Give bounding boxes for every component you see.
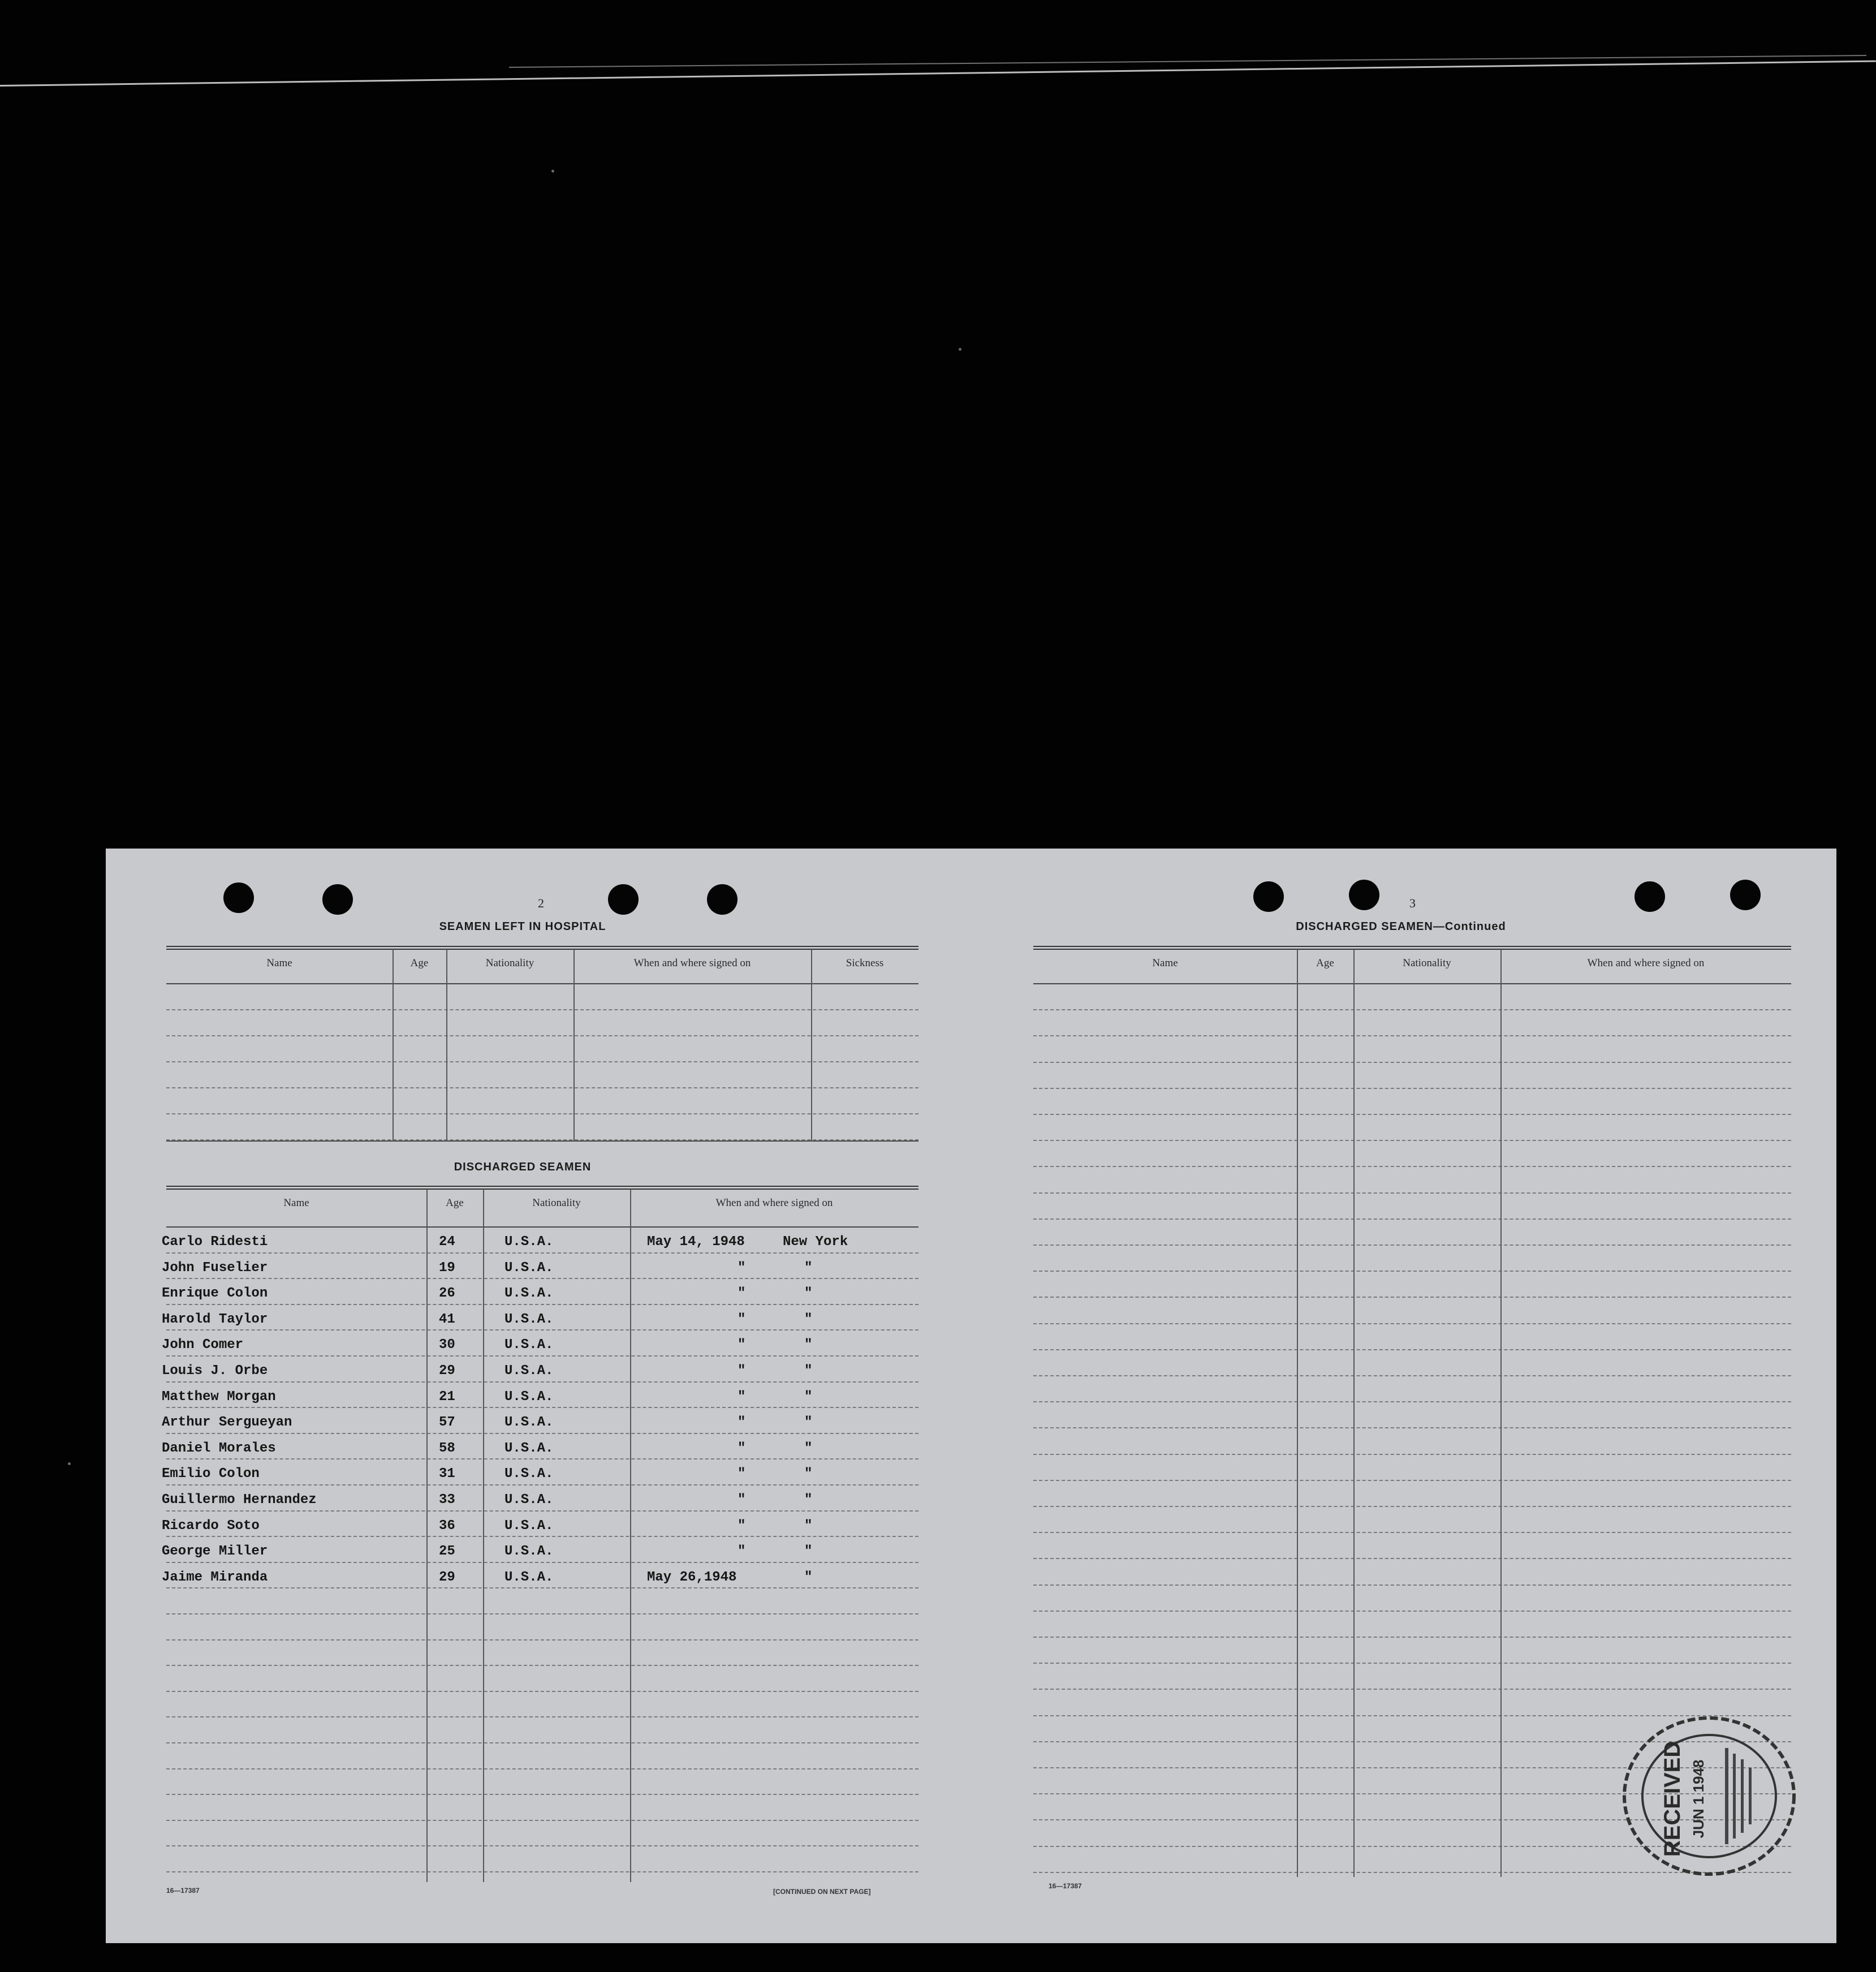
rule-line: [166, 983, 918, 984]
seaman-name: George Miller: [162, 1544, 268, 1560]
form-number-left: 16—17387: [166, 1887, 200, 1895]
signed-on-place: New York: [783, 1234, 848, 1250]
rule-line: [166, 1484, 918, 1486]
signed-on-date: ": [738, 1544, 746, 1560]
discharged-cont-col-0: Name: [1152, 957, 1178, 969]
stamp-received-text: RECEIVED: [1660, 1741, 1685, 1857]
signed-on-place: ": [804, 1415, 813, 1431]
rule-line: [166, 1845, 918, 1846]
rule-line: [1033, 1611, 1791, 1612]
rule-line: [166, 1536, 918, 1537]
rule-line: [1033, 1140, 1791, 1141]
seaman-age: 41: [439, 1311, 455, 1327]
hospital-col-4: Sickness: [846, 957, 884, 969]
seaman-name: Jaime Miranda: [162, 1569, 268, 1585]
document-sheet: [106, 849, 1836, 1943]
rule-line: [166, 1407, 918, 1408]
seaman-nationality: U.S.A.: [504, 1492, 554, 1508]
seaman-nationality: U.S.A.: [504, 1569, 554, 1585]
signed-on-date: ": [738, 1440, 746, 1456]
discharged-col-1: Age: [446, 1197, 464, 1209]
punch-hole: [1635, 881, 1665, 912]
rule-line: [166, 1562, 918, 1563]
page-number-right: 3: [1409, 896, 1416, 910]
seaman-nationality: U.S.A.: [504, 1544, 554, 1560]
rule-line: [1033, 1558, 1791, 1559]
punch-hole: [1253, 881, 1284, 912]
hospital-col-2: Nationality: [485, 957, 534, 969]
seaman-age: 26: [439, 1286, 455, 1302]
signed-on-date: ": [738, 1415, 746, 1431]
seaman-name: Arthur Sergueyan: [162, 1415, 292, 1431]
signed-on-date: ": [738, 1337, 746, 1353]
rule-line: [1033, 1454, 1791, 1455]
stamp-date-text: JUN 1 1948: [1690, 1759, 1707, 1838]
rule-line: [1033, 1532, 1791, 1533]
rule-line: [166, 1639, 918, 1641]
signed-on-place: ": [804, 1363, 813, 1379]
form-number-right: 16—17387: [1049, 1882, 1082, 1890]
scan-edge-line-2: [509, 55, 1866, 68]
signed-on-place: ": [804, 1518, 813, 1534]
punch-hole: [1349, 880, 1379, 910]
rule-line: [1033, 1035, 1791, 1036]
punch-hole: [1730, 880, 1761, 910]
signed-on-date: ": [738, 1311, 746, 1327]
seaman-age: 30: [439, 1337, 455, 1353]
signed-on-date: May 14, 1948: [647, 1234, 745, 1250]
signed-on-place: ": [804, 1260, 813, 1276]
hospital-col-0: Name: [266, 957, 292, 969]
column-divider: [1353, 949, 1355, 1877]
seaman-age: 24: [439, 1234, 455, 1250]
hospital-section-title: SEAMEN LEFT IN HOSPITAL: [439, 920, 606, 933]
punch-hole: [322, 884, 353, 915]
rule-line: [166, 1252, 918, 1254]
discharged-col-2: Nationality: [532, 1197, 581, 1209]
rule-line: [166, 1820, 918, 1821]
seaman-age: 31: [439, 1466, 455, 1482]
rule-line: [166, 1587, 918, 1588]
rule-line: [166, 1061, 918, 1062]
rule-line: [166, 1186, 918, 1187]
rule-line: [166, 1113, 918, 1114]
column-divider: [1297, 949, 1298, 1877]
signed-on-date: ": [738, 1518, 746, 1534]
scan-edge-line: [0, 61, 1876, 87]
seaman-name: John Comer: [162, 1337, 244, 1353]
seaman-name: Daniel Morales: [162, 1440, 276, 1456]
rule-line: [166, 1433, 918, 1434]
rule-line: [1033, 1480, 1791, 1481]
seaman-name: Ricardo Soto: [162, 1518, 260, 1534]
seaman-name: Carlo Ridesti: [162, 1234, 268, 1250]
rule-line: [1033, 1009, 1791, 1010]
rule-line: [1033, 1062, 1791, 1063]
rule-line: [1033, 983, 1791, 984]
rule-line: [1033, 1506, 1791, 1507]
rule-line: [166, 1768, 918, 1769]
signed-on-date: ": [738, 1492, 746, 1508]
seaman-nationality: U.S.A.: [504, 1415, 554, 1431]
seaman-nationality: U.S.A.: [504, 1286, 554, 1302]
seaman-nationality: U.S.A.: [504, 1311, 554, 1327]
rule-line: [1033, 1401, 1791, 1402]
signed-on-place: ": [804, 1286, 813, 1302]
seaman-nationality: U.S.A.: [504, 1260, 554, 1276]
discharged-col-0: Name: [283, 1197, 309, 1209]
seaman-age: 36: [439, 1518, 455, 1534]
rule-line: [1033, 1114, 1791, 1115]
column-divider: [630, 1189, 631, 1882]
column-divider: [483, 1189, 484, 1882]
seaman-nationality: U.S.A.: [504, 1389, 554, 1405]
seaman-name: Matthew Morgan: [162, 1389, 276, 1405]
rule-line: [1033, 1663, 1791, 1664]
column-divider: [1500, 949, 1502, 1877]
discharged-cont-col-2: Nationality: [1403, 957, 1451, 969]
punch-hole: [608, 884, 639, 915]
rule-line: [166, 1087, 918, 1088]
rule-line: [166, 1613, 918, 1614]
dust-speck: [959, 348, 961, 351]
seaman-name: Louis J. Orbe: [162, 1363, 268, 1379]
seaman-name: Harold Taylor: [162, 1311, 268, 1327]
punch-hole: [223, 882, 254, 913]
rule-line: [1033, 1192, 1791, 1194]
rule-line: [1033, 1323, 1791, 1324]
rule-line: [166, 1510, 918, 1512]
rule-line: [166, 949, 918, 950]
rule-line: [1033, 1297, 1791, 1298]
rule-line: [1033, 1245, 1791, 1246]
rule-line: [1033, 1427, 1791, 1428]
signed-on-place: ": [804, 1492, 813, 1508]
seaman-age: 58: [439, 1440, 455, 1456]
seaman-nationality: U.S.A.: [504, 1337, 554, 1353]
rule-line: [1033, 1375, 1791, 1376]
rule-line: [166, 1691, 918, 1692]
rule-line: [166, 946, 918, 947]
discharged-cont-col-3: When and where signed on: [1587, 957, 1705, 969]
signed-on-place: ": [804, 1440, 813, 1456]
signed-on-date: May 26,1948: [647, 1569, 737, 1585]
rule-line: [166, 1381, 918, 1383]
rule-line: [166, 1304, 918, 1305]
rule-line: [166, 1189, 918, 1190]
seaman-age: 21: [439, 1389, 455, 1405]
rule-line: [166, 1226, 918, 1228]
received-stamp-graphic: [1619, 1714, 1800, 1878]
seaman-name: John Fuselier: [162, 1260, 268, 1276]
column-divider: [811, 949, 812, 1142]
signed-on-date: ": [738, 1286, 746, 1302]
seaman-age: 19: [439, 1260, 455, 1276]
rule-line: [166, 1035, 918, 1036]
rule-line: [1033, 1218, 1791, 1220]
rule-line: [166, 1458, 918, 1459]
seaman-age: 25: [439, 1544, 455, 1560]
rule-line: [166, 1278, 918, 1279]
seaman-age: 29: [439, 1569, 455, 1585]
rule-line: [1033, 1088, 1791, 1089]
column-divider: [426, 1189, 428, 1882]
seaman-age: 57: [439, 1415, 455, 1431]
signed-on-place: ": [804, 1544, 813, 1560]
rule-line: [166, 1716, 918, 1717]
signed-on-date: ": [738, 1389, 746, 1405]
rule-line: [1033, 1166, 1791, 1167]
seaman-nationality: U.S.A.: [504, 1440, 554, 1456]
seaman-nationality: U.S.A.: [504, 1234, 554, 1250]
rule-line: [166, 1329, 918, 1331]
dust-speck: [68, 1462, 71, 1465]
column-divider: [446, 949, 447, 1142]
signed-on-date: ": [738, 1260, 746, 1276]
signed-on-date: ": [738, 1363, 746, 1379]
rule-line: [166, 1665, 918, 1666]
discharged-col-3: When and where signed on: [715, 1197, 833, 1209]
rule-line: [166, 1355, 918, 1357]
punch-hole: [707, 884, 738, 915]
rule-line: [166, 1009, 918, 1010]
discharged-cont-col-1: Age: [1316, 957, 1334, 969]
signed-on-place: ": [804, 1466, 813, 1482]
rule-line: [1033, 946, 1791, 947]
seaman-name: Guillermo Hernandez: [162, 1492, 317, 1508]
seaman-nationality: U.S.A.: [504, 1363, 554, 1379]
discharged-section-title: DISCHARGED SEAMEN: [454, 1161, 592, 1173]
rule-line: [166, 1794, 918, 1795]
rule-line: [166, 1871, 918, 1872]
signed-on-place: ": [804, 1337, 813, 1353]
rule-line: [1033, 1271, 1791, 1272]
seaman-name: Enrique Colon: [162, 1286, 268, 1302]
page-number-left: 2: [538, 896, 544, 910]
column-divider: [393, 949, 394, 1142]
rule-line: [1033, 1689, 1791, 1690]
seaman-age: 33: [439, 1492, 455, 1508]
rule-line: [166, 1742, 918, 1743]
discharged-continued-title: DISCHARGED SEAMEN—Continued: [1296, 920, 1506, 933]
rule-line: [1033, 1637, 1791, 1638]
received-stamp: [1619, 1714, 1800, 1878]
hospital-col-1: Age: [410, 957, 429, 969]
signed-on-place: ": [804, 1389, 813, 1405]
seaman-name: Emilio Colon: [162, 1466, 260, 1482]
continued-note: [CONTINUED ON NEXT PAGE]: [773, 1888, 871, 1896]
seaman-nationality: U.S.A.: [504, 1518, 554, 1534]
signed-on-place: ": [804, 1311, 813, 1327]
hospital-col-3: When and where signed on: [633, 957, 751, 969]
signed-on-date: ": [738, 1466, 746, 1482]
signed-on-place: ": [804, 1569, 813, 1585]
rule-line: [1033, 1349, 1791, 1350]
dust-speck: [551, 170, 554, 173]
seaman-age: 29: [439, 1363, 455, 1379]
rule-line: [1033, 949, 1791, 950]
seaman-nationality: U.S.A.: [504, 1466, 554, 1482]
rule-line: [166, 1140, 918, 1142]
rule-line: [1033, 1585, 1791, 1586]
column-divider: [573, 949, 575, 1142]
